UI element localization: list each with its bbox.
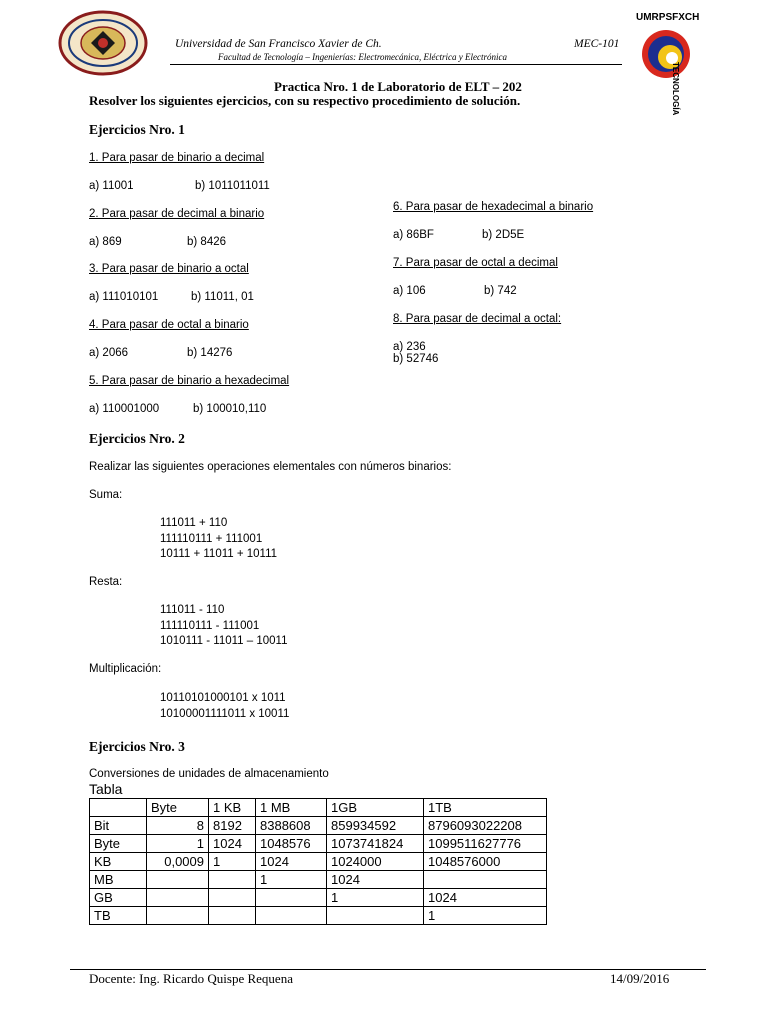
ex1-answer-4a: a) 2066	[89, 347, 129, 359]
subtraction-op: 111110111 - 111001	[160, 619, 260, 632]
table-row	[90, 853, 547, 871]
table-cell: GB	[90, 889, 147, 907]
table-row	[90, 907, 547, 925]
teacher-name: Docente: Ing. Ricardo Quispe Requena	[89, 971, 293, 986]
table-row	[90, 835, 547, 853]
table-row	[90, 871, 547, 889]
sum-label: Suma:	[89, 489, 123, 501]
storage-units-table	[89, 798, 547, 925]
ex1-answer-1b: b) 1011011011	[195, 180, 270, 192]
table-cell: MB	[90, 871, 147, 889]
ex1-answer-7a: a) 106	[393, 285, 426, 297]
table-cell	[209, 889, 256, 907]
ex1-question-7: 7. Para pasar de octal a decimal	[393, 257, 558, 269]
ex1-answer-4b: b) 14276	[187, 347, 233, 359]
table-cell	[327, 907, 424, 925]
subtraction-list	[160, 603, 287, 650]
ex1-answer-8b: b) 52746	[393, 353, 439, 365]
table-header-cell	[90, 799, 147, 817]
sum-op: 10111 + 11011 + 10111	[160, 548, 278, 560]
header-rule	[170, 64, 622, 65]
sum-op: 111110111 + 111001	[160, 532, 263, 545]
ex1-answer-6a: a) 86BF	[393, 229, 434, 241]
instructions: Resolver los siguientes ejercicios, con su respectivo procedimiento de solución.	[89, 93, 521, 108]
table-cell	[424, 871, 547, 889]
footer-rule	[70, 969, 706, 970]
multiplication-list	[160, 691, 289, 722]
table-cell	[256, 889, 327, 907]
table-cell: 1048576000	[424, 853, 547, 871]
subtraction-op: 1010111 - 11011 – 10011	[160, 635, 288, 647]
ex1-answer-7b: b) 742	[484, 285, 517, 297]
university-logo	[58, 10, 148, 76]
multiplication-label: Multiplicación:	[89, 663, 162, 675]
faculty-name: Facultad de Tecnología – Ingenierías: Electromecánica, Eléctrica y Electrónica	[218, 52, 508, 62]
table-header-cell: Byte	[147, 799, 209, 817]
ex2-heading: Ejercicios Nro. 2	[89, 431, 185, 446]
page-title: Practica Nro. 1 de Laboratorio de ELT – 202	[274, 79, 522, 94]
table-cell	[256, 907, 327, 925]
ex1-question-5: 5. Para pasar de binario a hexadecimal	[89, 375, 290, 387]
ex1-question-4: 4. Para pasar de octal a binario	[89, 319, 249, 331]
faculty-logo	[632, 10, 714, 116]
multiplication-op: 10100001111011 x 10011	[160, 707, 290, 720]
university-name: Universidad de San Francisco Xavier de Ch.	[175, 38, 382, 50]
table-cell: 1024	[256, 853, 327, 871]
table-cell	[147, 907, 209, 925]
table-cell: Bit	[90, 817, 147, 835]
ex1-answer-2b: b) 8426	[187, 236, 227, 248]
table-row	[90, 817, 547, 835]
table-row	[90, 889, 547, 907]
table-cell: TB	[90, 907, 147, 925]
table-cell: 8192	[209, 817, 256, 835]
table-cell: 859934592	[327, 817, 424, 835]
ex1-question-1: 1. Para pasar de binario a decimal	[89, 152, 265, 164]
ex1-question-3: 3. Para pasar de binario a octal	[89, 263, 249, 275]
table-cell: 1	[424, 907, 547, 925]
ex1-question-6: 6. Para pasar de hexadecimal a binario	[393, 201, 594, 213]
ex3-heading: Ejercicios Nro. 3	[89, 739, 185, 754]
ex1-answer-5b: b) 100010,110	[193, 403, 267, 415]
course-code: MEC-101	[574, 38, 620, 50]
table-cell: 1073741824	[327, 835, 424, 853]
table-cell	[147, 871, 209, 889]
table-cell: Byte	[90, 835, 147, 853]
ex1-answer-8a: a) 236	[393, 341, 426, 353]
sum-op: 111011 + 110	[160, 517, 228, 529]
table-cell: 0,0009	[147, 853, 209, 871]
table-cell: 1	[256, 871, 327, 889]
table-cell	[147, 889, 209, 907]
faculty-logo-side-text: TECNOLOGÍA	[671, 62, 680, 116]
table-cell: 8796093022208	[424, 817, 547, 835]
table-header-cell: 1 MB	[256, 799, 327, 817]
table-header-cell: 1 KB	[209, 799, 256, 817]
ex1-heading: Ejercicios Nro. 1	[89, 122, 185, 137]
table-cell: 8388608	[256, 817, 327, 835]
table-cell: 1048576	[256, 835, 327, 853]
table-label: Tabla	[89, 781, 123, 797]
ex1-answer-5a: a) 110001000	[89, 403, 160, 415]
subtraction-label: Resta:	[89, 576, 123, 588]
table-cell: 1099511627776	[424, 835, 547, 853]
table-cell: 1024	[327, 871, 424, 889]
table-cell: KB	[90, 853, 147, 871]
ex1-answer-6b: b) 2D5E	[482, 229, 525, 241]
table-cell: 1024	[424, 889, 547, 907]
table-cell: 1	[209, 853, 256, 871]
ex1-answer-1a: a) 11001	[89, 180, 134, 192]
ex2-instructions: Realizar las siguientes operaciones elementales con números binarios:	[89, 461, 452, 473]
table-cell: 1	[327, 889, 424, 907]
table-cell: 1	[147, 835, 209, 853]
table-cell: 1024	[209, 835, 256, 853]
faculty-logo-text: UMRPSFXCH	[636, 12, 700, 23]
multiplication-op: 10110101000101 x 1011	[160, 692, 286, 704]
table-cell: 8	[147, 817, 209, 835]
document-date: 14/09/2016	[610, 971, 670, 986]
table-header-cell: 1GB	[327, 799, 424, 817]
table-cell: 1024000	[327, 853, 424, 871]
ex1-answer-2a: a) 869	[89, 236, 122, 248]
sum-list	[160, 516, 277, 563]
table-header-row	[90, 799, 547, 817]
ex3-instructions: Conversiones de unidades de almacenamiento	[89, 768, 329, 780]
subtraction-op: 111011 - 110	[160, 604, 225, 616]
table-cell	[209, 871, 256, 889]
table-cell	[209, 907, 256, 925]
ex1-answer-3b: b) 11011, 01	[191, 291, 254, 303]
ex1-question-2: 2. Para pasar de decimal a binario	[89, 208, 265, 220]
ex1-answer-3a: a) 111010101	[89, 291, 159, 303]
ex1-question-8: 8. Para pasar de decimal a octal:	[393, 313, 562, 325]
table-header-cell: 1TB	[424, 799, 547, 817]
